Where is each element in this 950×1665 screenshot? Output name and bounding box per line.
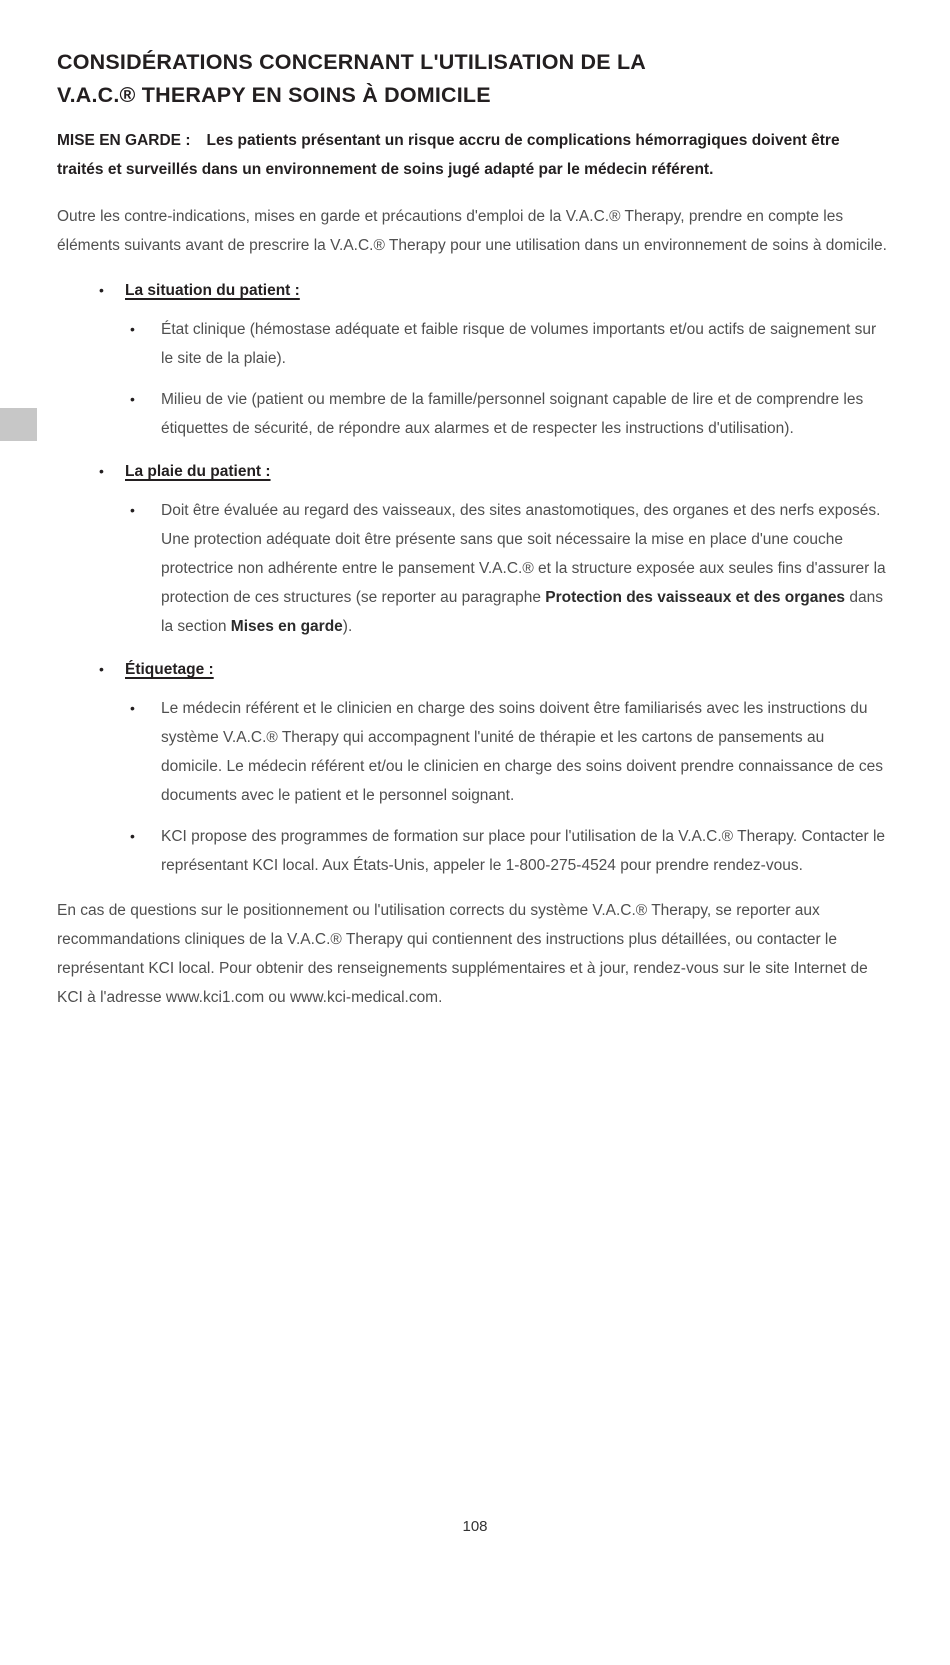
closing-paragraph: En cas de questions sur le positionnement ou l'utilisation corrects du système V.A.C.® Therapy, se reporter aux recommandations cliniques de la V.A.C.® Therapy qui contiennent des instructions plus détaillées, ou contacter le représentant KCI local. Pour obtenir des renseignements supplémentaires et à jour, rendez-vous sur le site Internet de KCI à l'adresse www.kci1.com ou www.kci-medical.com. [57,902,868,1006]
bullet-icon: • [99,282,104,298]
list-item-text [161,496,888,641]
bullet-icon: • [130,828,135,844]
intro-paragraph: Outre les contre-indications, mises en garde et précautions d'emploi de la V.A.C.® Therapy, prendre en compte les éléments suivants avant de prescrire la V.A.C.® Therapy pour une utilisation dans un environnement de soins à domicile. [57,208,887,254]
bullet-icon: • [130,391,135,407]
warning-paragraph [57,126,888,184]
bullet-icon: • [99,661,104,677]
list-item [130,315,888,373]
section-heading: La plaie du patient : [125,463,271,480]
bullet-icon: • [130,700,135,716]
title-line-1: CONSIDÉRATIONS CONCERNANT L'UTILISATION DE LA [57,50,647,74]
bullet-heading-row [99,655,888,684]
section-heading: La situation du patient : [125,282,300,299]
list-item-text: Milieu de vie (patient ou membre de la famille/personnel soignant capable de lire et de comprendre les étiquettes de sécurité, de répondre aux alarmes et de respecter les instructions d'utilisation). [161,391,864,437]
section-tab-marker [0,408,37,441]
list-item-text: KCI propose des programmes de formation sur place pour l'utilisation de la V.A.C.® Therapy. Contacter le représentant KCI local. Aux États-Unis, appeler le 1-800-275-4524 pour prendre rendez-vous. [161,828,886,874]
bold-reference: Protection des vaisseaux et des organes [545,589,846,606]
bullet-icon: • [130,321,135,337]
page-title [57,46,888,112]
warning-label: MISE EN GARDE : [57,132,191,149]
list-item [130,385,888,443]
list-item-text: État clinique (hémostase adéquate et faible risque de volumes importants et/ou actifs de saignement sur le site de la plaie). [161,321,877,367]
title-line-2: V.A.C.® THERAPY EN SOINS À DOMICILE [57,83,491,107]
list-item-text-segment: ). [342,618,353,635]
bullet-icon: • [99,463,104,479]
section-heading: Étiquetage : [125,661,214,678]
page-number: 108 [462,1518,488,1535]
bullet-heading-row [99,276,888,305]
list-item-text: Le médecin référent et le clinicien en charge des soins doivent être familiarisés avec les instructions du système V.A.C.® Therapy qui accompagnent l'unité de thérapie et les cartons de pansements au domicile. Le médecin référent et/ou le clinicien en charge des soins doivent prendre connaissance de ces documents avec le patient et le personnel soignant. [161,700,884,804]
list-item [130,694,888,810]
list-item [130,822,888,880]
warning-text: Les patients présentant un risque accru de complications hémorragiques doivent être traités et surveillés dans un environnement de soins jugé adapté par le médecin référent. [57,132,840,178]
list-item-text-segment: Doit être évaluée au regard des vaisseaux, des sites anastomotiques, des organes et des nerfs exposés. Une protection adéquate doit être présente sans que soit nécessaire la mise en place d'une couche protectrice non adhérente entre le pansement V.A.C.® et la structure exposée aux seules fins d'assurer la protection de ces structures (se reporter au paragraphe [161,502,886,606]
list-item [130,496,888,641]
bold-reference: Mises en garde [230,618,343,635]
bullet-heading-row [99,457,888,486]
list-item-text-segment: dans la section [161,589,883,635]
bullet-icon: • [130,502,135,518]
